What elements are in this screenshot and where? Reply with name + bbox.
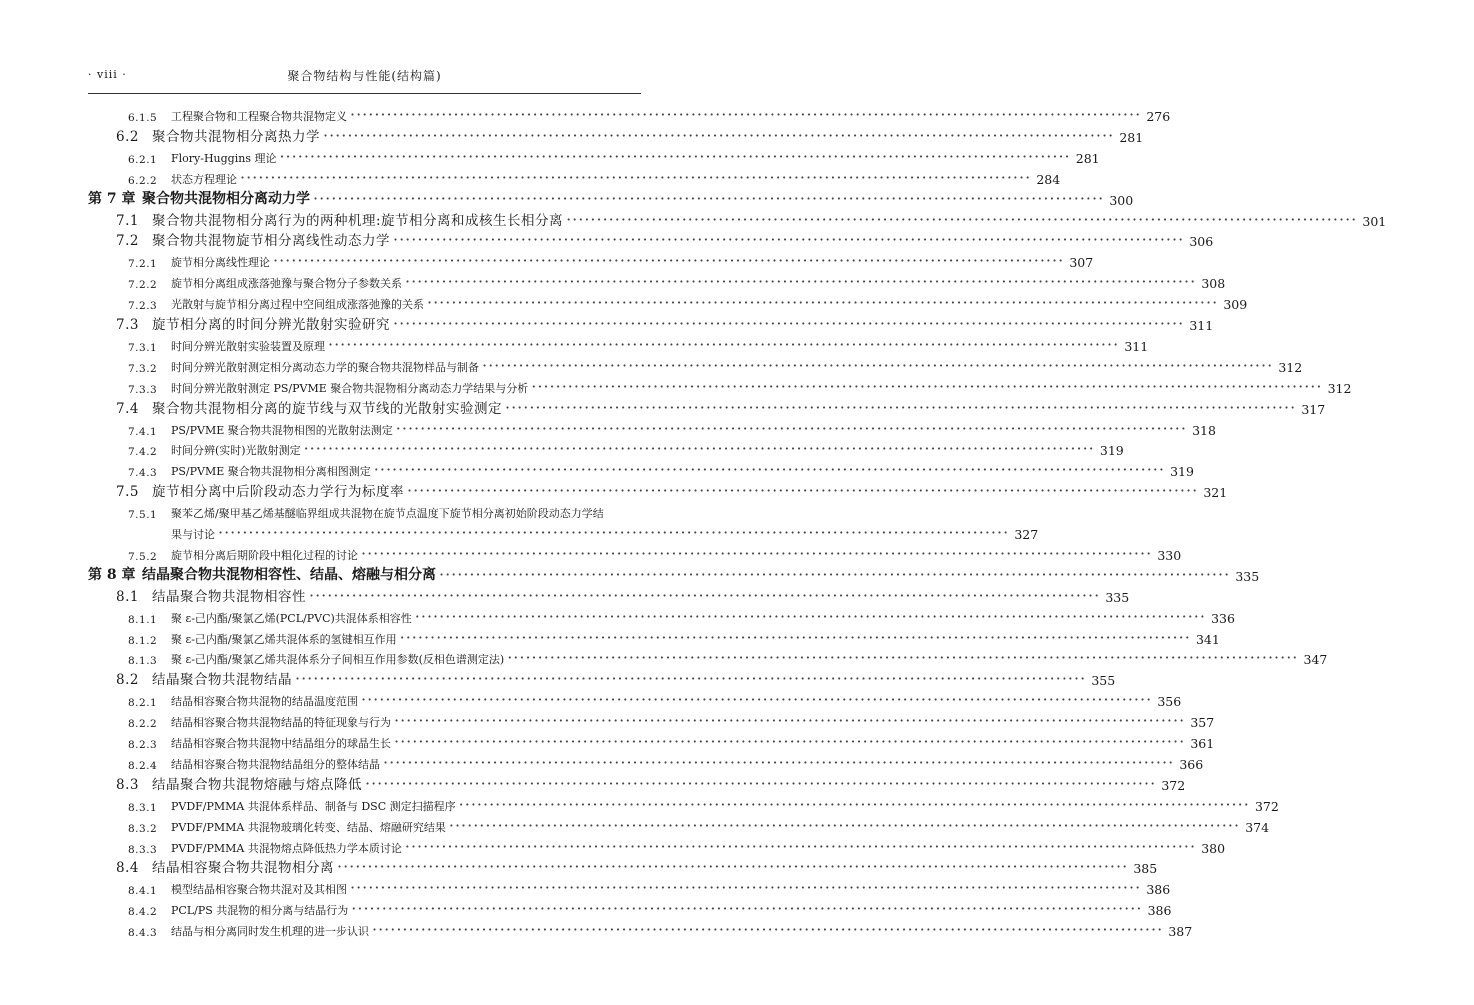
toc-entry-title: 结晶相容聚合物共混物结晶组分的整体结晶 [171,757,380,771]
toc-entry-page: 317 [1301,401,1326,417]
toc-entry-sub[interactable] [0,167,1061,187]
dot-leader [350,105,1141,124]
toc-entry-sec[interactable] [0,856,1158,877]
toc-entry-title: 时间分辨(实时)光散射测定 [171,444,301,458]
toc-entry-page: 336 [1211,610,1235,626]
toc-entry-title: PVDF/PMMA 共混物熔点降低热力学本质讨论 [171,841,402,855]
toc-entry-number: 8.4.1 [128,885,158,898]
toc-entry-title: 状态方程理论 [171,172,237,186]
toc-entry-ch[interactable] [0,564,1260,584]
toc-entry-sub[interactable] [0,501,729,521]
toc-entry-number: 6.2 [116,128,139,145]
dot-leader [482,356,1273,375]
dot-leader [323,126,1114,145]
toc-entry-title: 旋节相分离中后阶段动态力学行为标度率 [152,484,404,501]
toc-entry-title: 聚 ε-己内酯/聚氯乙烯共混体系的氢键相互作用 [171,632,397,646]
toc-entry-title: 聚合物共混物旋节相分离线性动态力学 [152,233,390,250]
dot-leader [240,168,1031,187]
dot-leader [407,481,1198,500]
toc-entry-title: 光散射与旋节相分离过程中空间组成涨落弛豫的关系 [171,298,424,312]
dot-leader [427,293,1218,312]
toc-entry-number: 8.4 [116,860,139,877]
toc-entry-sec[interactable] [0,773,1186,793]
dot-leader [394,711,1185,730]
toc-entry-page: 306 [1189,234,1214,250]
toc-entry-sec[interactable] [0,585,1130,605]
toc-entry-number: 7.3.3 [128,383,158,396]
toc-entry-number: 7.3.2 [128,362,158,375]
dot-leader [350,878,1141,897]
toc-entry-sec[interactable] [0,668,1116,689]
dot-leader [396,419,1187,438]
toc-entry-sub[interactable] [0,752,1204,772]
toc-entry-title: 结晶聚合物共混物熔融与熔点降低 [152,776,362,793]
dot-leader [273,251,1064,270]
dot-leader [295,669,1086,688]
dot-leader [505,398,1296,417]
toc-entry-page: 356 [1157,694,1182,710]
toc-entry-sub[interactable] [0,794,1279,814]
toc-entry-sub[interactable] [0,606,1235,626]
toc-entry-number: 7.4.1 [128,425,158,438]
toc-entry-title: 时间分辨光散射测定 PS/PVME 聚合物共混物相分离动态力学结果与分析 [171,381,529,395]
toc-entry-sub[interactable] [0,104,1171,124]
toc-entry-page: 380 [1201,840,1226,856]
toc-entry-number: 7.2.1 [128,258,158,271]
toc-entry-title: PCL/PS 共混物的相分离与结晶行为 [171,904,349,918]
toc-entry-page: 335 [1105,589,1130,605]
toc-entry-sub[interactable] [0,271,1226,292]
toc-entry-number: 8.3 [116,776,139,793]
toc-entry-ch[interactable] [0,188,1134,208]
dot-leader [309,586,1100,605]
toc-entry-page: 308 [1201,276,1226,292]
toc-entry-title-continued: 果与讨论 [171,528,215,541]
dot-leader [328,335,1119,354]
toc-entry-page: 284 [1036,171,1061,187]
toc-entry-page: 372 [1161,777,1186,793]
toc-entry-number: 8.1 [116,588,139,605]
toc-entry-sub[interactable] [0,627,1220,647]
dot-leader [374,460,1165,479]
toc-entry-sub[interactable] [0,292,1248,313]
toc-entry-page: 312 [1327,380,1352,396]
toc-entry-number: 7.3 [116,317,139,333]
toc-entry-page: 301 [1362,213,1387,229]
toc-entry-sub[interactable] [0,146,1100,166]
toc-entry-page: 386 [1147,903,1172,919]
toc-entry-sub[interactable] [0,438,1124,459]
toc-entry-page: 327 [1014,527,1039,542]
dot-leader [279,147,1070,166]
toc-entry-title: 聚合物共混物相分离热力学 [152,128,320,145]
dot-leader [361,544,1152,563]
toc-entry-page: 300 [1109,192,1134,208]
toc-entry-sub[interactable] [0,815,1270,835]
toc-entry-title: 聚 ε-己内酯/聚氯乙烯共混体系分子间相互作用参数(反相色谱测定法) [171,653,505,667]
dot-leader [405,837,1196,856]
toc-entry-title: 旋节相分离后期阶段中粗化过程的讨论 [171,548,358,562]
toc-entry-number: 8.2.1 [128,697,158,710]
toc-entry-sub[interactable] [0,376,1352,396]
toc-entry-title: Flory-Huggins 理论 [171,151,277,165]
toc-entry-title: 聚苯乙烯/聚甲基乙烯基醚临界组成共混物在旋节点温度下旋节相分离初始阶段动态力学结 [171,507,604,521]
dot-leader [393,230,1184,249]
toc-entry-number: 8.2.2 [128,718,158,731]
toc-entry-page: 347 [1303,652,1328,668]
toc-entry-number: 7.5 [116,484,139,501]
toc-entry-number: 7.3.1 [128,341,158,354]
toc-entry-page: 372 [1254,798,1279,814]
toc-entry-continuation[interactable] [0,522,1039,542]
toc-entry-number: 第 8 章 [88,566,136,583]
toc-entry-sec[interactable] [0,229,1214,250]
toc-entry-sec[interactable] [0,125,1144,145]
dot-leader [439,565,1230,584]
toc-entry-title: 聚合物共混物相分离行为的两种机理:旋节相分离和成核生长相分离 [152,212,564,229]
running-title: 聚合物结构与性能(结构篇) [287,69,442,83]
toc-entry-number: 6.1.5 [128,112,158,124]
toc-entry-sub[interactable] [0,919,1193,940]
toc-entry-page: 335 [1235,568,1260,584]
dot-leader [415,607,1206,626]
toc-entry-sub[interactable] [0,710,1215,731]
toc-entry-number: 8.4.3 [128,927,158,940]
toc-entry-number: 8.3.2 [128,822,158,835]
toc-entry-title: 结晶相容聚合物共混物相分离 [152,860,334,877]
toc-entry-page: 311 [1124,338,1149,354]
toc-entry-number: 7.4.2 [128,446,158,459]
toc-entry-number: 6.2.1 [128,153,158,166]
toc-entry-page: 307 [1069,255,1094,271]
toc-entry-page: 374 [1245,819,1270,835]
toc-entry-page: 281 [1119,129,1144,145]
toc-entry-number: 7.4.3 [128,467,158,480]
dot-leader [351,899,1142,918]
toc-entry-number: 7.4 [116,400,139,417]
toc-entry-page: 312 [1278,359,1303,375]
toc-entry-number: 8.3.3 [128,843,158,856]
toc-entry-page: 386 [1146,882,1171,898]
toc-entry-number: 7.5.2 [128,550,158,563]
toc-entry-title: 旋节相分离组成涨落弛豫与聚合物分子参数关系 [171,277,402,291]
dot-leader [459,795,1250,814]
toc-entry-number: 8.2.4 [128,759,158,772]
dot-leader [507,648,1298,667]
toc-entry-title: PS/PVME 聚合物共混物相图的光散射法测定 [171,423,393,437]
page-number: · viii · [88,68,127,81]
toc-entry-title: 结晶聚合物共混物相容性 [152,588,306,605]
dot-leader [405,272,1196,291]
dot-leader [394,732,1185,751]
toc-entry-page: 357 [1190,715,1215,731]
toc-entry-sub[interactable] [0,731,1215,751]
dot-leader [313,189,1104,208]
toc-entry-sub[interactable] [0,836,1226,856]
toc-entry-sub[interactable] [0,898,1172,919]
toc-entry-number: 8.2 [116,672,139,689]
toc-entry-title: 工程聚合物和工程聚合物共混物定义 [171,110,347,123]
toc-entry-sub[interactable] [0,689,1182,710]
toc-entry-page: 309 [1223,297,1248,313]
toc-entry-page: 366 [1179,756,1204,772]
toc-entry-number: 7.2.2 [128,279,158,292]
toc-entry-title: PVDF/PMMA 共混体系样品、制备与 DSC 测定扫描程序 [171,799,456,813]
toc-entry-number: 8.1.1 [128,613,158,626]
toc-entry-number: 8.1.2 [128,634,158,647]
toc-entry-title: 结晶聚合物共混物结晶 [152,672,292,689]
toc-entry-sec[interactable] [0,397,1326,417]
toc-entry-page: 330 [1157,547,1182,563]
toc-entry-page: 355 [1091,673,1116,689]
toc-entry-number: 8.2.3 [128,739,158,751]
toc-entry-page: 311 [1189,318,1214,333]
toc-entry-title: 结晶与相分离同时发生机理的进一步认识 [171,925,369,939]
toc-entry-title: 旋节相分离线性理论 [171,256,270,270]
toc-entry-page: 387 [1168,924,1193,940]
toc-entry-title: 聚合物共混物相分离的旋节线与双节线的光散射实验测定 [152,400,502,417]
toc-entry-page: 385 [1133,861,1158,877]
toc-entry-title: 聚合物共混物相分离动力学 [142,190,310,207]
toc-entry-sub[interactable] [0,355,1303,375]
toc-entry-sec[interactable] [0,209,1387,229]
toc-entry-title: 结晶相容聚合物共混物中结晶组分的球晶生长 [171,737,391,750]
header-rule [88,93,641,94]
toc-entry-title: 时间分辨光散射测定相分离动态力学的聚合物共混物样品与制备 [171,360,479,374]
dot-leader [365,774,1156,793]
toc-entry-title: 结晶相容聚合物共混物的结晶温度范围 [171,695,358,709]
dot-leader [372,920,1163,939]
toc-entry-number: 7.2.3 [128,300,158,313]
toc-entry-page: 361 [1190,736,1215,751]
toc-entry-title: 时间分辨光散射实验装置及原理 [171,339,325,353]
toc-entry-title: 旋节相分离的时间分辨光散射实验研究 [152,317,390,333]
toc-entry-page: 281 [1075,150,1100,166]
toc-entry-title: 聚 ε-己内酯/聚氯乙烯(PCL/PVC)共混体系相容性 [171,611,412,625]
dot-leader [400,628,1191,647]
toc-entry-number: 7.5.1 [128,509,158,522]
toc-entry-page: 321 [1203,485,1228,501]
toc-entry-number: 8.4.2 [128,906,158,919]
dot-leader [218,523,1009,542]
toc-entry-number: 6.2.2 [128,174,158,187]
toc-entry-page: 319 [1099,443,1124,459]
toc-entry-title: PS/PVME 聚合物共混物相分离相图测定 [171,465,371,479]
toc-entry-sub[interactable] [0,877,1171,898]
dot-leader [337,857,1128,876]
toc-entry-title: PVDF/PMMA 共混物玻璃化转变、结晶、熔融研究结果 [171,820,446,834]
dot-leader [531,377,1322,396]
toc-entry-page: 276 [1146,109,1171,124]
toc-entry-sub[interactable] [0,459,1194,480]
toc-entry-title: 模型结晶相容聚合物共混对及其相图 [171,883,347,897]
toc-entry-sub[interactable] [0,418,1216,438]
dot-leader [566,210,1357,229]
dot-leader [393,314,1184,333]
toc-entry-sub[interactable] [0,250,1094,271]
dot-leader [449,816,1240,835]
toc-entry-number: 8.3.1 [128,801,158,814]
toc-entry-sub[interactable] [0,647,1328,668]
toc-entry-sec[interactable] [0,480,1228,501]
toc-entry-sec[interactable] [0,313,1214,333]
toc-entry-title: 结晶聚合物共混物相容性、结晶、熔融与相分离 [142,566,436,583]
toc-entry-sub[interactable] [0,543,1182,563]
toc-entry-number: 8.1.3 [128,655,158,668]
dot-leader [304,439,1095,458]
toc-entry-number: 7.2 [116,233,139,250]
toc-entry-number: 第 7 章 [88,190,136,207]
page-header [88,64,641,84]
toc-entry-sub[interactable] [0,334,1149,354]
toc-entry-page: 319 [1170,464,1194,480]
toc-entry-page: 318 [1192,422,1216,438]
toc-entry-title: 结晶相容聚合物共混物结晶的特征现象与行为 [171,716,391,730]
toc-entry-number: 7.1 [116,212,139,229]
dot-leader [361,690,1152,709]
toc-entry-page: 341 [1195,631,1220,647]
dot-leader [383,753,1174,772]
